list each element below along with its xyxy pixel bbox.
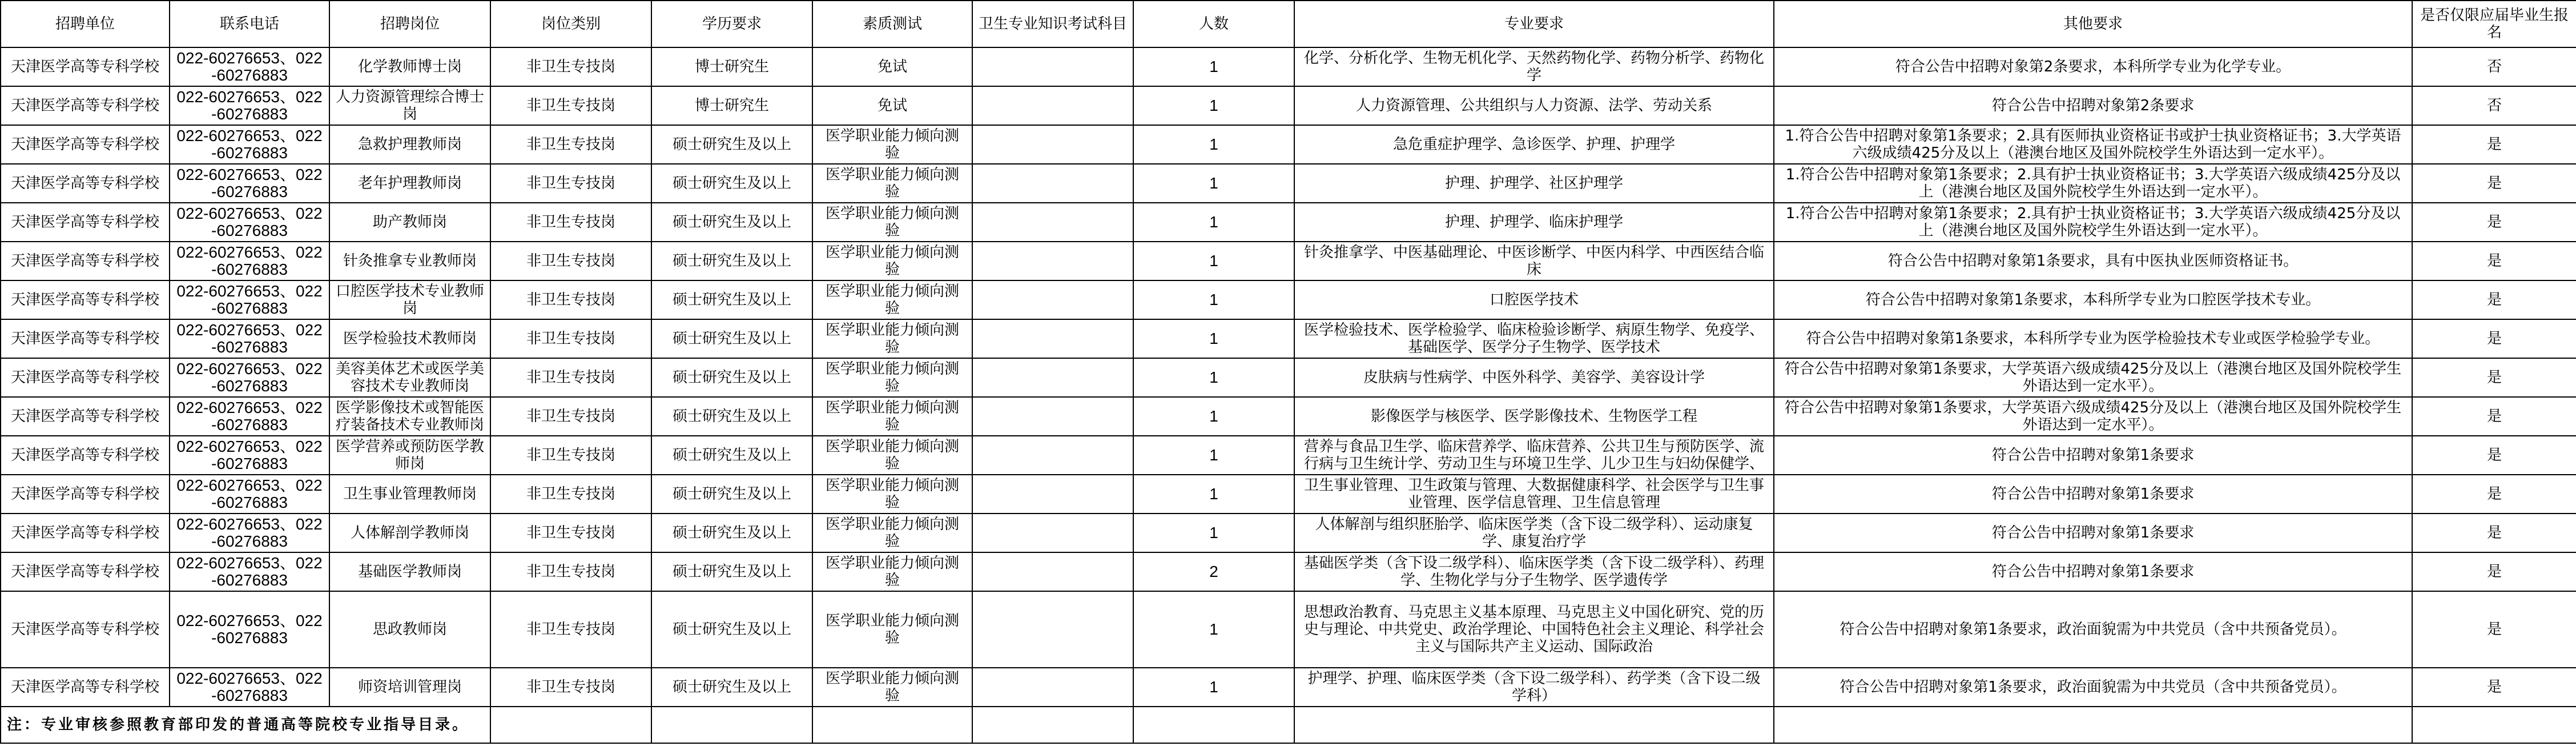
cell-education: 硕士研究生及以上: [651, 319, 812, 358]
cell-position: 人体解剖学教师岗: [329, 514, 490, 552]
table-row: [1, 203, 2576, 242]
header-position: 招聘岗位: [329, 1, 490, 47]
cell-fresh-grad: 是: [2412, 125, 2576, 164]
cell-count: 1: [1133, 280, 1294, 319]
cell-education: 硕士研究生及以上: [651, 280, 812, 319]
empty-cell: [490, 707, 651, 743]
cell-major: 皮肤病与性病学、中医外科学、美容学、美容设计学: [1294, 358, 1774, 397]
header-category: 岗位类别: [490, 1, 651, 47]
footnote: 注：专业审核参照教育部印发的普通高等院校专业指导目录。: [1, 707, 490, 743]
cell-education: 硕士研究生及以上: [651, 668, 812, 707]
cell-major: 护理、护理学、社区护理学: [1294, 164, 1774, 203]
cell-health-exam: [972, 397, 1133, 436]
cell-count: 1: [1133, 319, 1294, 358]
cell-quality-test: 医学职业能力倾向测验: [812, 668, 972, 707]
cell-health-exam: [972, 242, 1133, 280]
cell-quality-test: 医学职业能力倾向测验: [812, 475, 972, 514]
cell-major: 急危重症护理学、急诊医学、护理、护理学: [1294, 125, 1774, 164]
cell-fresh-grad: 是: [2412, 591, 2576, 668]
table-row: [1, 475, 2576, 514]
cell-other: 符合公告中招聘对象第1条要求，具有中医执业医师资格证书。: [1774, 242, 2412, 280]
cell-category: 非卫生专技岗: [490, 319, 651, 358]
header-count: 人数: [1133, 1, 1294, 47]
cell-fresh-grad: 是: [2412, 668, 2576, 707]
cell-health-exam: [972, 358, 1133, 397]
cell-fresh-grad: 否: [2412, 47, 2576, 86]
cell-quality-test: 医学职业能力倾向测验: [812, 397, 972, 436]
cell-other: 符合公告中招聘对象第1条要求: [1774, 552, 2412, 591]
empty-cell: [1774, 707, 2412, 743]
cell-count: 1: [1133, 514, 1294, 552]
cell-fresh-grad: 是: [2412, 280, 2576, 319]
cell-count: 1: [1133, 125, 1294, 164]
cell-category: 非卫生专技岗: [490, 397, 651, 436]
cell-position: 人力资源管理综合博士岗: [329, 86, 490, 125]
cell-major: 针灸推拿学、中医基础理论、中医诊断学、中医内科学、中西医结合临床: [1294, 242, 1774, 280]
cell-major: 化学、分析化学、生物无机化学、天然药物化学、药物分析学、药物化学: [1294, 47, 1774, 86]
cell-fresh-grad: 否: [2412, 86, 2576, 125]
cell-category: 非卫生专技岗: [490, 668, 651, 707]
cell-position: 老年护理教师岗: [329, 164, 490, 203]
cell-unit: 天津医学高等专科学校: [1, 397, 170, 436]
cell-major: 医学检验技术、医学检验学、临床检验诊断学、病原生物学、免疫学、基础医学、医学分子生物学、医学技术: [1294, 319, 1774, 358]
cell-education: 硕士研究生及以上: [651, 436, 812, 475]
cell-position: 基础医学教师岗: [329, 552, 490, 591]
cell-category: 非卫生专技岗: [490, 47, 651, 86]
cell-unit: 天津医学高等专科学校: [1, 358, 170, 397]
cell-position: 美容美体艺术或医学美容技术专业教师岗: [329, 358, 490, 397]
table-row: [1, 242, 2576, 280]
cell-quality-test: 医学职业能力倾向测验: [812, 591, 972, 668]
cell-phone: 022-60276653、022-60276883: [170, 436, 329, 475]
cell-fresh-grad: 是: [2412, 397, 2576, 436]
cell-position: 思政教师岗: [329, 591, 490, 668]
table-row: [1, 358, 2576, 397]
cell-health-exam: [972, 125, 1133, 164]
cell-category: 非卫生专技岗: [490, 552, 651, 591]
cell-major: 营养与食品卫生学、临床营养学、临床营养、公共卫生与预防医学、流行病与卫生统计学、劳动卫生与环境卫生学、儿少卫生与妇幼保健学、: [1294, 436, 1774, 475]
cell-category: 非卫生专技岗: [490, 475, 651, 514]
cell-major: 影像医学与核医学、医学影像技术、生物医学工程: [1294, 397, 1774, 436]
cell-category: 非卫生专技岗: [490, 436, 651, 475]
cell-count: 1: [1133, 436, 1294, 475]
cell-health-exam: [972, 164, 1133, 203]
cell-phone: 022-60276653、022-60276883: [170, 475, 329, 514]
cell-major: 人力资源管理、公共组织与人力资源、法学、劳动关系: [1294, 86, 1774, 125]
cell-other: 符合公告中招聘对象第1条要求，大学英语六级成绩425分及以上（港澳台地区及国外院校学生外语达到一定水平）。: [1774, 397, 2412, 436]
cell-position: 医学影像技术或智能医疗装备技术专业教师岗: [329, 397, 490, 436]
cell-position: 口腔医学技术专业教师岗: [329, 280, 490, 319]
header-other: 其他要求: [1774, 1, 2412, 47]
cell-count: 1: [1133, 591, 1294, 668]
header-phone: 联系电话: [170, 1, 329, 47]
note-row: [1, 707, 2576, 743]
cell-quality-test: 医学职业能力倾向测验: [812, 436, 972, 475]
cell-quality-test: 医学职业能力倾向测验: [812, 203, 972, 242]
table-row: [1, 319, 2576, 358]
cell-count: 1: [1133, 86, 1294, 125]
cell-quality-test: 医学职业能力倾向测验: [812, 125, 972, 164]
cell-education: 硕士研究生及以上: [651, 475, 812, 514]
cell-other: 符合公告中招聘对象第1条要求，本科所学专业为口腔医学技术专业。: [1774, 280, 2412, 319]
cell-position: 师资培训管理岗: [329, 668, 490, 707]
cell-count: 1: [1133, 203, 1294, 242]
cell-quality-test: 医学职业能力倾向测验: [812, 319, 972, 358]
cell-health-exam: [972, 552, 1133, 591]
cell-major: 口腔医学技术: [1294, 280, 1774, 319]
cell-unit: 天津医学高等专科学校: [1, 514, 170, 552]
cell-position: 针灸推拿专业教师岗: [329, 242, 490, 280]
cell-fresh-grad: 是: [2412, 164, 2576, 203]
cell-phone: 022-60276653、022-60276883: [170, 86, 329, 125]
cell-position: 医学检验技术教师岗: [329, 319, 490, 358]
cell-fresh-grad: 是: [2412, 436, 2576, 475]
cell-count: 2: [1133, 552, 1294, 591]
empty-cell: [972, 707, 1133, 743]
cell-quality-test: 医学职业能力倾向测验: [812, 358, 972, 397]
cell-count: 1: [1133, 47, 1294, 86]
table-row: [1, 668, 2576, 707]
cell-other: 符合公告中招聘对象第2条要求，本科所学专业为化学专业。: [1774, 47, 2412, 86]
cell-health-exam: [972, 280, 1133, 319]
cell-unit: 天津医学高等专科学校: [1, 203, 170, 242]
cell-unit: 天津医学高等专科学校: [1, 164, 170, 203]
cell-count: 1: [1133, 475, 1294, 514]
cell-quality-test: 医学职业能力倾向测验: [812, 552, 972, 591]
cell-phone: 022-60276653、022-60276883: [170, 358, 329, 397]
cell-position: 助产教师岗: [329, 203, 490, 242]
cell-other: 符合公告中招聘对象第2条要求: [1774, 86, 2412, 125]
cell-fresh-grad: 是: [2412, 552, 2576, 591]
cell-category: 非卫生专技岗: [490, 203, 651, 242]
header-row: [1, 1, 2576, 47]
empty-cell: [651, 707, 812, 743]
cell-phone: 022-60276653、022-60276883: [170, 280, 329, 319]
cell-unit: 天津医学高等专科学校: [1, 319, 170, 358]
cell-fresh-grad: 是: [2412, 242, 2576, 280]
cell-category: 非卫生专技岗: [490, 280, 651, 319]
cell-category: 非卫生专技岗: [490, 164, 651, 203]
cell-major: 卫生事业管理、卫生政策与管理、大数据健康科学、社会医学与卫生事业管理、医学信息管理、卫生信息管理: [1294, 475, 1774, 514]
table-row: [1, 591, 2576, 668]
cell-phone: 022-60276653、022-60276883: [170, 552, 329, 591]
cell-count: 1: [1133, 668, 1294, 707]
cell-unit: 天津医学高等专科学校: [1, 591, 170, 668]
cell-count: 1: [1133, 242, 1294, 280]
table-row: [1, 164, 2576, 203]
cell-phone: 022-60276653、022-60276883: [170, 47, 329, 86]
cell-phone: 022-60276653、022-60276883: [170, 164, 329, 203]
cell-major: 护理学、护理、临床医学类（含下设二级学科）、药学类（含下设二级学科）: [1294, 668, 1774, 707]
cell-position: 卫生事业管理教师岗: [329, 475, 490, 514]
cell-category: 非卫生专技岗: [490, 86, 651, 125]
header-unit: 招聘单位: [1, 1, 170, 47]
cell-position: 医学营养或预防医学教师岗: [329, 436, 490, 475]
cell-other: 1.符合公告中招聘对象第1条要求；2.具有护士执业资格证书；3.大学英语六级成绩425分及以上（港澳台地区及国外院校学生外语达到一定水平）。: [1774, 203, 2412, 242]
cell-education: 硕士研究生及以上: [651, 397, 812, 436]
cell-major: 基础医学类（含下设二级学科）、临床医学类（含下设二级学科）、药理学、生物化学与分子生物学、医学遗传学: [1294, 552, 1774, 591]
cell-health-exam: [972, 86, 1133, 125]
cell-quality-test: 免试: [812, 86, 972, 125]
cell-quality-test: 医学职业能力倾向测验: [812, 280, 972, 319]
cell-phone: 022-60276653、022-60276883: [170, 397, 329, 436]
cell-education: 硕士研究生及以上: [651, 552, 812, 591]
cell-other: 符合公告中招聘对象第1条要求，大学英语六级成绩425分及以上（港澳台地区及国外院校学生外语达到一定水平）。: [1774, 358, 2412, 397]
cell-health-exam: [972, 436, 1133, 475]
cell-unit: 天津医学高等专科学校: [1, 125, 170, 164]
cell-count: 1: [1133, 358, 1294, 397]
table-row: [1, 514, 2576, 552]
cell-position: 急救护理教师岗: [329, 125, 490, 164]
cell-category: 非卫生专技岗: [490, 125, 651, 164]
cell-other: 符合公告中招聘对象第1条要求: [1774, 475, 2412, 514]
cell-unit: 天津医学高等专科学校: [1, 86, 170, 125]
cell-education: 硕士研究生及以上: [651, 358, 812, 397]
cell-education: 硕士研究生及以上: [651, 164, 812, 203]
cell-other: 1.符合公告中招聘对象第1条要求；2.具有医师执业资格证书或护士执业资格证书；3.大学英语六级成绩425分及以上（港澳台地区及国外院校学生外语达到一定水平）。: [1774, 125, 2412, 164]
cell-unit: 天津医学高等专科学校: [1, 280, 170, 319]
table-row: [1, 125, 2576, 164]
cell-phone: 022-60276653、022-60276883: [170, 203, 329, 242]
empty-cell: [1133, 707, 1294, 743]
empty-cell: [812, 707, 972, 743]
cell-category: 非卫生专技岗: [490, 514, 651, 552]
cell-quality-test: 医学职业能力倾向测验: [812, 164, 972, 203]
cell-health-exam: [972, 668, 1133, 707]
cell-unit: 天津医学高等专科学校: [1, 47, 170, 86]
cell-fresh-grad: 是: [2412, 319, 2576, 358]
empty-cell: [1294, 707, 1774, 743]
cell-other: 符合公告中招聘对象第1条要求，本科所学专业为医学检验技术专业或医学检验学专业。: [1774, 319, 2412, 358]
cell-other: 1.符合公告中招聘对象第1条要求；2.具有护士执业资格证书；3.大学英语六级成绩425分及以上（港澳台地区及国外院校学生外语达到一定水平）。: [1774, 164, 2412, 203]
table-row: [1, 436, 2576, 475]
cell-category: 非卫生专技岗: [490, 591, 651, 668]
cell-education: 硕士研究生及以上: [651, 591, 812, 668]
cell-unit: 天津医学高等专科学校: [1, 475, 170, 514]
cell-unit: 天津医学高等专科学校: [1, 552, 170, 591]
header-quality-test: 素质测试: [812, 1, 972, 47]
cell-quality-test: 免试: [812, 47, 972, 86]
table-row: [1, 552, 2576, 591]
cell-education: 硕士研究生及以上: [651, 203, 812, 242]
cell-major: 思想政治教育、马克思主义基本原理、马克思主义中国化研究、党的历史与理论、中共党史、政治学理论、中国特色社会主义理论、科学社会主义与国际共产主义运动、国际政治: [1294, 591, 1774, 668]
cell-fresh-grad: 是: [2412, 514, 2576, 552]
cell-category: 非卫生专技岗: [490, 242, 651, 280]
cell-health-exam: [972, 475, 1133, 514]
cell-major: 护理、护理学、临床护理学: [1294, 203, 1774, 242]
empty-cell: [2412, 707, 2576, 743]
cell-unit: 天津医学高等专科学校: [1, 436, 170, 475]
cell-unit: 天津医学高等专科学校: [1, 668, 170, 707]
cell-education: 硕士研究生及以上: [651, 125, 812, 164]
cell-phone: 022-60276653、022-60276883: [170, 591, 329, 668]
cell-position: 化学教师博士岗: [329, 47, 490, 86]
table-row: [1, 397, 2576, 436]
cell-other: 符合公告中招聘对象第1条要求: [1774, 514, 2412, 552]
table-row: [1, 280, 2576, 319]
cell-phone: 022-60276653、022-60276883: [170, 668, 329, 707]
cell-health-exam: [972, 319, 1133, 358]
header-education: 学历要求: [651, 1, 812, 47]
cell-education: 博士研究生: [651, 47, 812, 86]
cell-education: 硕士研究生及以上: [651, 242, 812, 280]
cell-health-exam: [972, 591, 1133, 668]
cell-phone: 022-60276653、022-60276883: [170, 319, 329, 358]
cell-fresh-grad: 是: [2412, 475, 2576, 514]
cell-quality-test: 医学职业能力倾向测验: [812, 242, 972, 280]
cell-other: 符合公告中招聘对象第1条要求: [1774, 436, 2412, 475]
header-fresh-grad: 是否仅限应届毕业生报名: [2412, 1, 2576, 47]
cell-quality-test: 医学职业能力倾向测验: [812, 514, 972, 552]
cell-category: 非卫生专技岗: [490, 358, 651, 397]
cell-other: 符合公告中招聘对象第1条要求，政治面貌需为中共党员（含中共预备党员）。: [1774, 668, 2412, 707]
cell-education: 硕士研究生及以上: [651, 514, 812, 552]
cell-health-exam: [972, 47, 1133, 86]
cell-fresh-grad: 是: [2412, 203, 2576, 242]
cell-major: 人体解剖与组织胚胎学、临床医学类（含下设二级学科）、运动康复学、康复治疗学: [1294, 514, 1774, 552]
table-body: [1, 47, 2576, 707]
cell-health-exam: [972, 514, 1133, 552]
cell-phone: 022-60276653、022-60276883: [170, 514, 329, 552]
cell-phone: 022-60276653、022-60276883: [170, 242, 329, 280]
cell-count: 1: [1133, 164, 1294, 203]
cell-fresh-grad: 是: [2412, 358, 2576, 397]
cell-education: 博士研究生: [651, 86, 812, 125]
cell-count: 1: [1133, 397, 1294, 436]
table-row: [1, 47, 2576, 86]
cell-unit: 天津医学高等专科学校: [1, 242, 170, 280]
table-row: [1, 86, 2576, 125]
cell-health-exam: [972, 203, 1133, 242]
header-major: 专业要求: [1294, 1, 1774, 47]
cell-other: 符合公告中招聘对象第1条要求，政治面貌需为中共党员（含中共预备党员）。: [1774, 591, 2412, 668]
cell-phone: 022-60276653、022-60276883: [170, 125, 329, 164]
header-health-exam: 卫生专业知识考试科目: [972, 1, 1133, 47]
